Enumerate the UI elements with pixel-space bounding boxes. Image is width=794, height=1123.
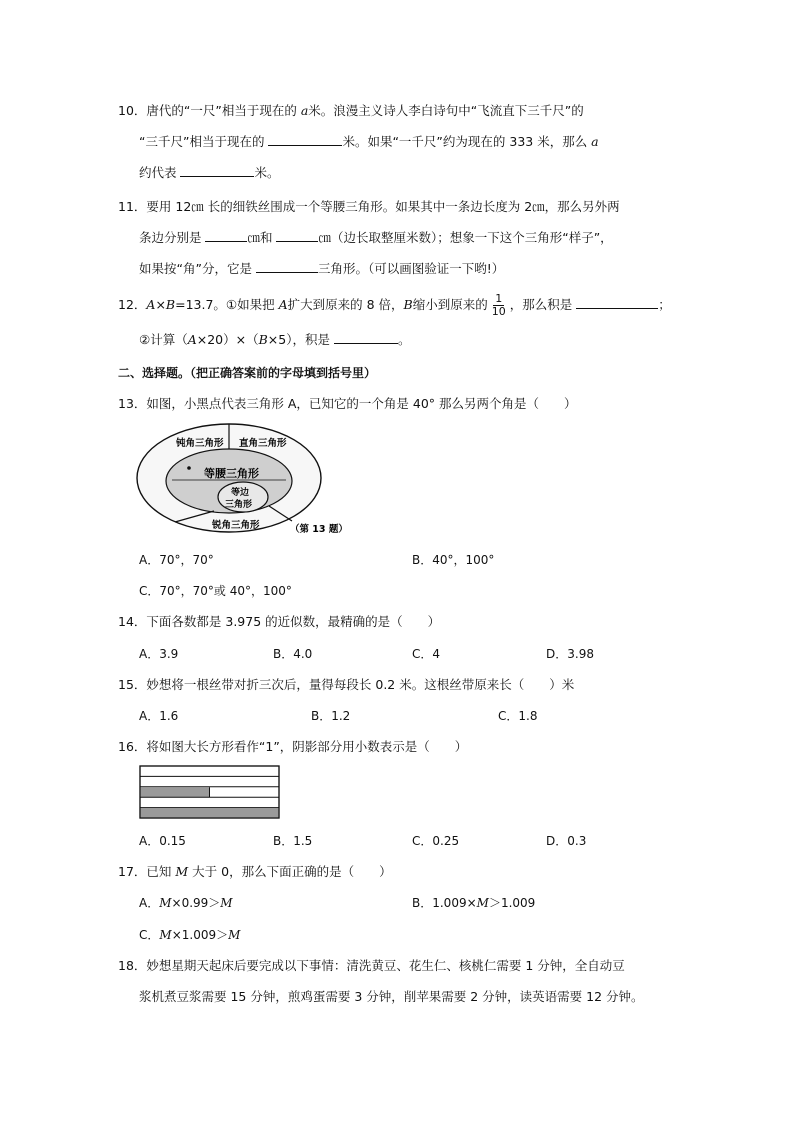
q11-text-2c: ㎝（边长取整厘米数）；想象一下这个三角形“样子”， (318, 230, 613, 245)
shaded-full-strip (140, 808, 279, 818)
q15-option-a[interactable]: A．1.6 (139, 709, 179, 723)
q12-text-1d: 缩小到原来的 (412, 297, 488, 312)
q12-fraction (490, 293, 508, 318)
q10-blank-2[interactable] (180, 164, 254, 177)
q12-text-2b: ×20）×（ (196, 332, 259, 347)
q17-option-c-m1: M (159, 928, 172, 942)
q12-blank-1[interactable] (576, 296, 658, 309)
q14-option-d[interactable]: D．3.98 (546, 647, 594, 661)
q10-text-1a: 10．唐代的“一尺”相当于现在的 (118, 103, 301, 118)
q10-blank-1[interactable] (268, 133, 342, 146)
q18-line-2: 浆机煮豆浆需要 15 分钟，煎鸡蛋需要 3 分钟，削苹果需要 2 分钟，读英语需要 12 分钟。 (139, 989, 644, 1004)
q11-text-3a: 如果按“角”分，它是 (139, 261, 256, 276)
q12-var-b: B (165, 297, 176, 312)
label-obtuse: 钝角三角形 (176, 438, 224, 449)
q10-var-a-2: a (591, 134, 599, 149)
q17-option-c-label: C． (139, 928, 160, 942)
fraction-numerator: 1 (495, 292, 503, 305)
q16-option-b[interactable]: B．1.5 (273, 834, 313, 848)
q13-diagram (132, 420, 372, 544)
q12-line-2 (139, 331, 410, 349)
q11-blank-2[interactable] (276, 229, 318, 242)
q11-line-2 (139, 229, 613, 247)
q12-line-1 (118, 292, 671, 318)
q14-stem: 14．下面各数都是 3.975 的近似数，最精确的是（ ） (118, 614, 441, 629)
section-2-title: 二、选择题。（把正确答案前的字母填到括号里） (118, 366, 377, 380)
label-equilateral-1: 等边 (231, 488, 250, 498)
q13-option-b[interactable]: B．40°，100° (412, 553, 495, 567)
q12-text-1f: ； (658, 297, 671, 312)
q10-var-a: a (300, 103, 309, 118)
q13-option-c[interactable]: C．70°，70°或 40°，100° (139, 584, 292, 598)
q17-option-a-label: A． (139, 896, 160, 910)
label-right: 直角三角形 (239, 438, 287, 449)
q17-text-a: 17．已知 (118, 864, 176, 879)
q10-text-2b: 米。如果“一千尺”约为现在的 333 米，那么 (342, 134, 592, 149)
q12-text-2c: ×5），积是 (267, 332, 334, 347)
q16-option-c[interactable]: C．0.25 (412, 834, 460, 848)
q17-text-b: 大于 0，那么下面正确的是（ ） (188, 864, 392, 879)
q10-line-1 (118, 102, 584, 120)
q13-stem: 13．如图，小黑点代表三角形 A，已知它的一个角是 40° 那么另两个角是（ ） (118, 396, 577, 411)
triangle-a-dot (187, 466, 191, 470)
q17-option-c[interactable] (139, 926, 240, 944)
q16-option-d[interactable]: D．0.3 (546, 834, 587, 848)
q17-option-a-m1: M (159, 896, 172, 910)
q11-blank-1[interactable] (205, 229, 247, 242)
q17-var-m: M (175, 864, 189, 879)
q12-var-b-2: B (403, 297, 413, 312)
q15-stem: 15．妙想将一根丝带对折三次后，量得每段长 0.2 米。这根丝带原来长（ ）米 (118, 677, 575, 692)
q14-option-b[interactable]: B．4.0 (273, 647, 313, 661)
q17-option-b-text: ＞1.009 (488, 896, 536, 910)
q16-stem: 16．将如图大长方形看作“1”，阴影部分用小数表示是（ ） (118, 739, 468, 754)
q12-text-1c: 扩大到原来的 8 倍， (287, 297, 404, 312)
q10-text-3b: 米。 (254, 165, 280, 180)
shaded-half-strip (140, 787, 210, 797)
q11-text-2a: 条边分别是 (139, 230, 206, 245)
q10-line-3 (139, 164, 280, 182)
q11-line-1 (118, 198, 620, 216)
q12-var-a-3: A (187, 332, 197, 347)
q10-line-2 (139, 133, 599, 151)
q11-line-3 (139, 260, 504, 278)
q14-option-a[interactable]: A．3.9 (139, 647, 179, 661)
label-acute: 锐角三角形 (212, 520, 260, 531)
q15-option-c[interactable]: C．1.8 (498, 709, 538, 723)
q12-text-1e: ，那么积是 (509, 297, 577, 312)
q12-blank-2[interactable] (334, 331, 398, 344)
q14-option-c[interactable]: C．4 (412, 647, 441, 661)
q12-text-1a: 12． (118, 297, 147, 312)
q12-var-a: A (146, 297, 156, 312)
q11-text-2b: ㎝和 (247, 230, 277, 245)
q12-times-sign: × (155, 297, 166, 312)
q17-option-b-m: M (476, 896, 489, 910)
q12-var-a-2: A (278, 297, 288, 312)
q10-text-2a: “三千尺”相当于现在的 (139, 134, 269, 149)
q17-option-c-text: ×1.009＞ (171, 928, 229, 942)
q11-text-1: 11．要用 12㎝ 长的细铁丝围成一个等腰三角形。如果其中一条边长度为 2㎝，那么另外两 (118, 199, 620, 214)
q17-option-c-m2: M (228, 928, 241, 942)
q11-text-3b: 三角形。（可以画图验证一下哟!） (317, 261, 505, 276)
q17-option-b-label: B．1.009× (412, 896, 477, 910)
q10-text-1b: 米。浪漫主义诗人李白诗句中“飞流直下三千尺”的 (308, 103, 584, 118)
q17-stem (118, 863, 392, 881)
label-equilateral-2: 三角形 (225, 500, 253, 510)
q11-blank-3[interactable] (256, 260, 318, 273)
q15-option-b[interactable]: B．1.2 (311, 709, 351, 723)
q17-option-b[interactable] (412, 894, 535, 912)
fraction-denominator: 10 (491, 305, 506, 318)
q12-text-2a: ②计算（ (139, 332, 188, 347)
q12-var-b-3: B (258, 332, 268, 347)
q10-text-3a: 约代表 (139, 165, 181, 180)
q17-option-a-m2: M (220, 896, 233, 910)
q12-text-1b: =13.7。①如果把 (175, 297, 279, 312)
q16-rectangle-figure (139, 765, 281, 821)
q12-text-2d: 。 (397, 332, 411, 347)
figure-caption: （第 13 题） (290, 524, 348, 535)
q13-option-a[interactable]: A．70°，70° (139, 553, 214, 567)
q17-option-a-text: ×0.99＞ (171, 896, 221, 910)
label-isosceles: 等腰三角形 (204, 467, 259, 480)
q16-option-a[interactable]: A．0.15 (139, 834, 186, 848)
q18-line-1: 18．妙想星期天起床后要完成以下事情：清洗黄豆、花生仁、核桃仁需要 1 分钟，全自动豆 (118, 958, 625, 973)
q17-option-a[interactable] (139, 894, 233, 912)
